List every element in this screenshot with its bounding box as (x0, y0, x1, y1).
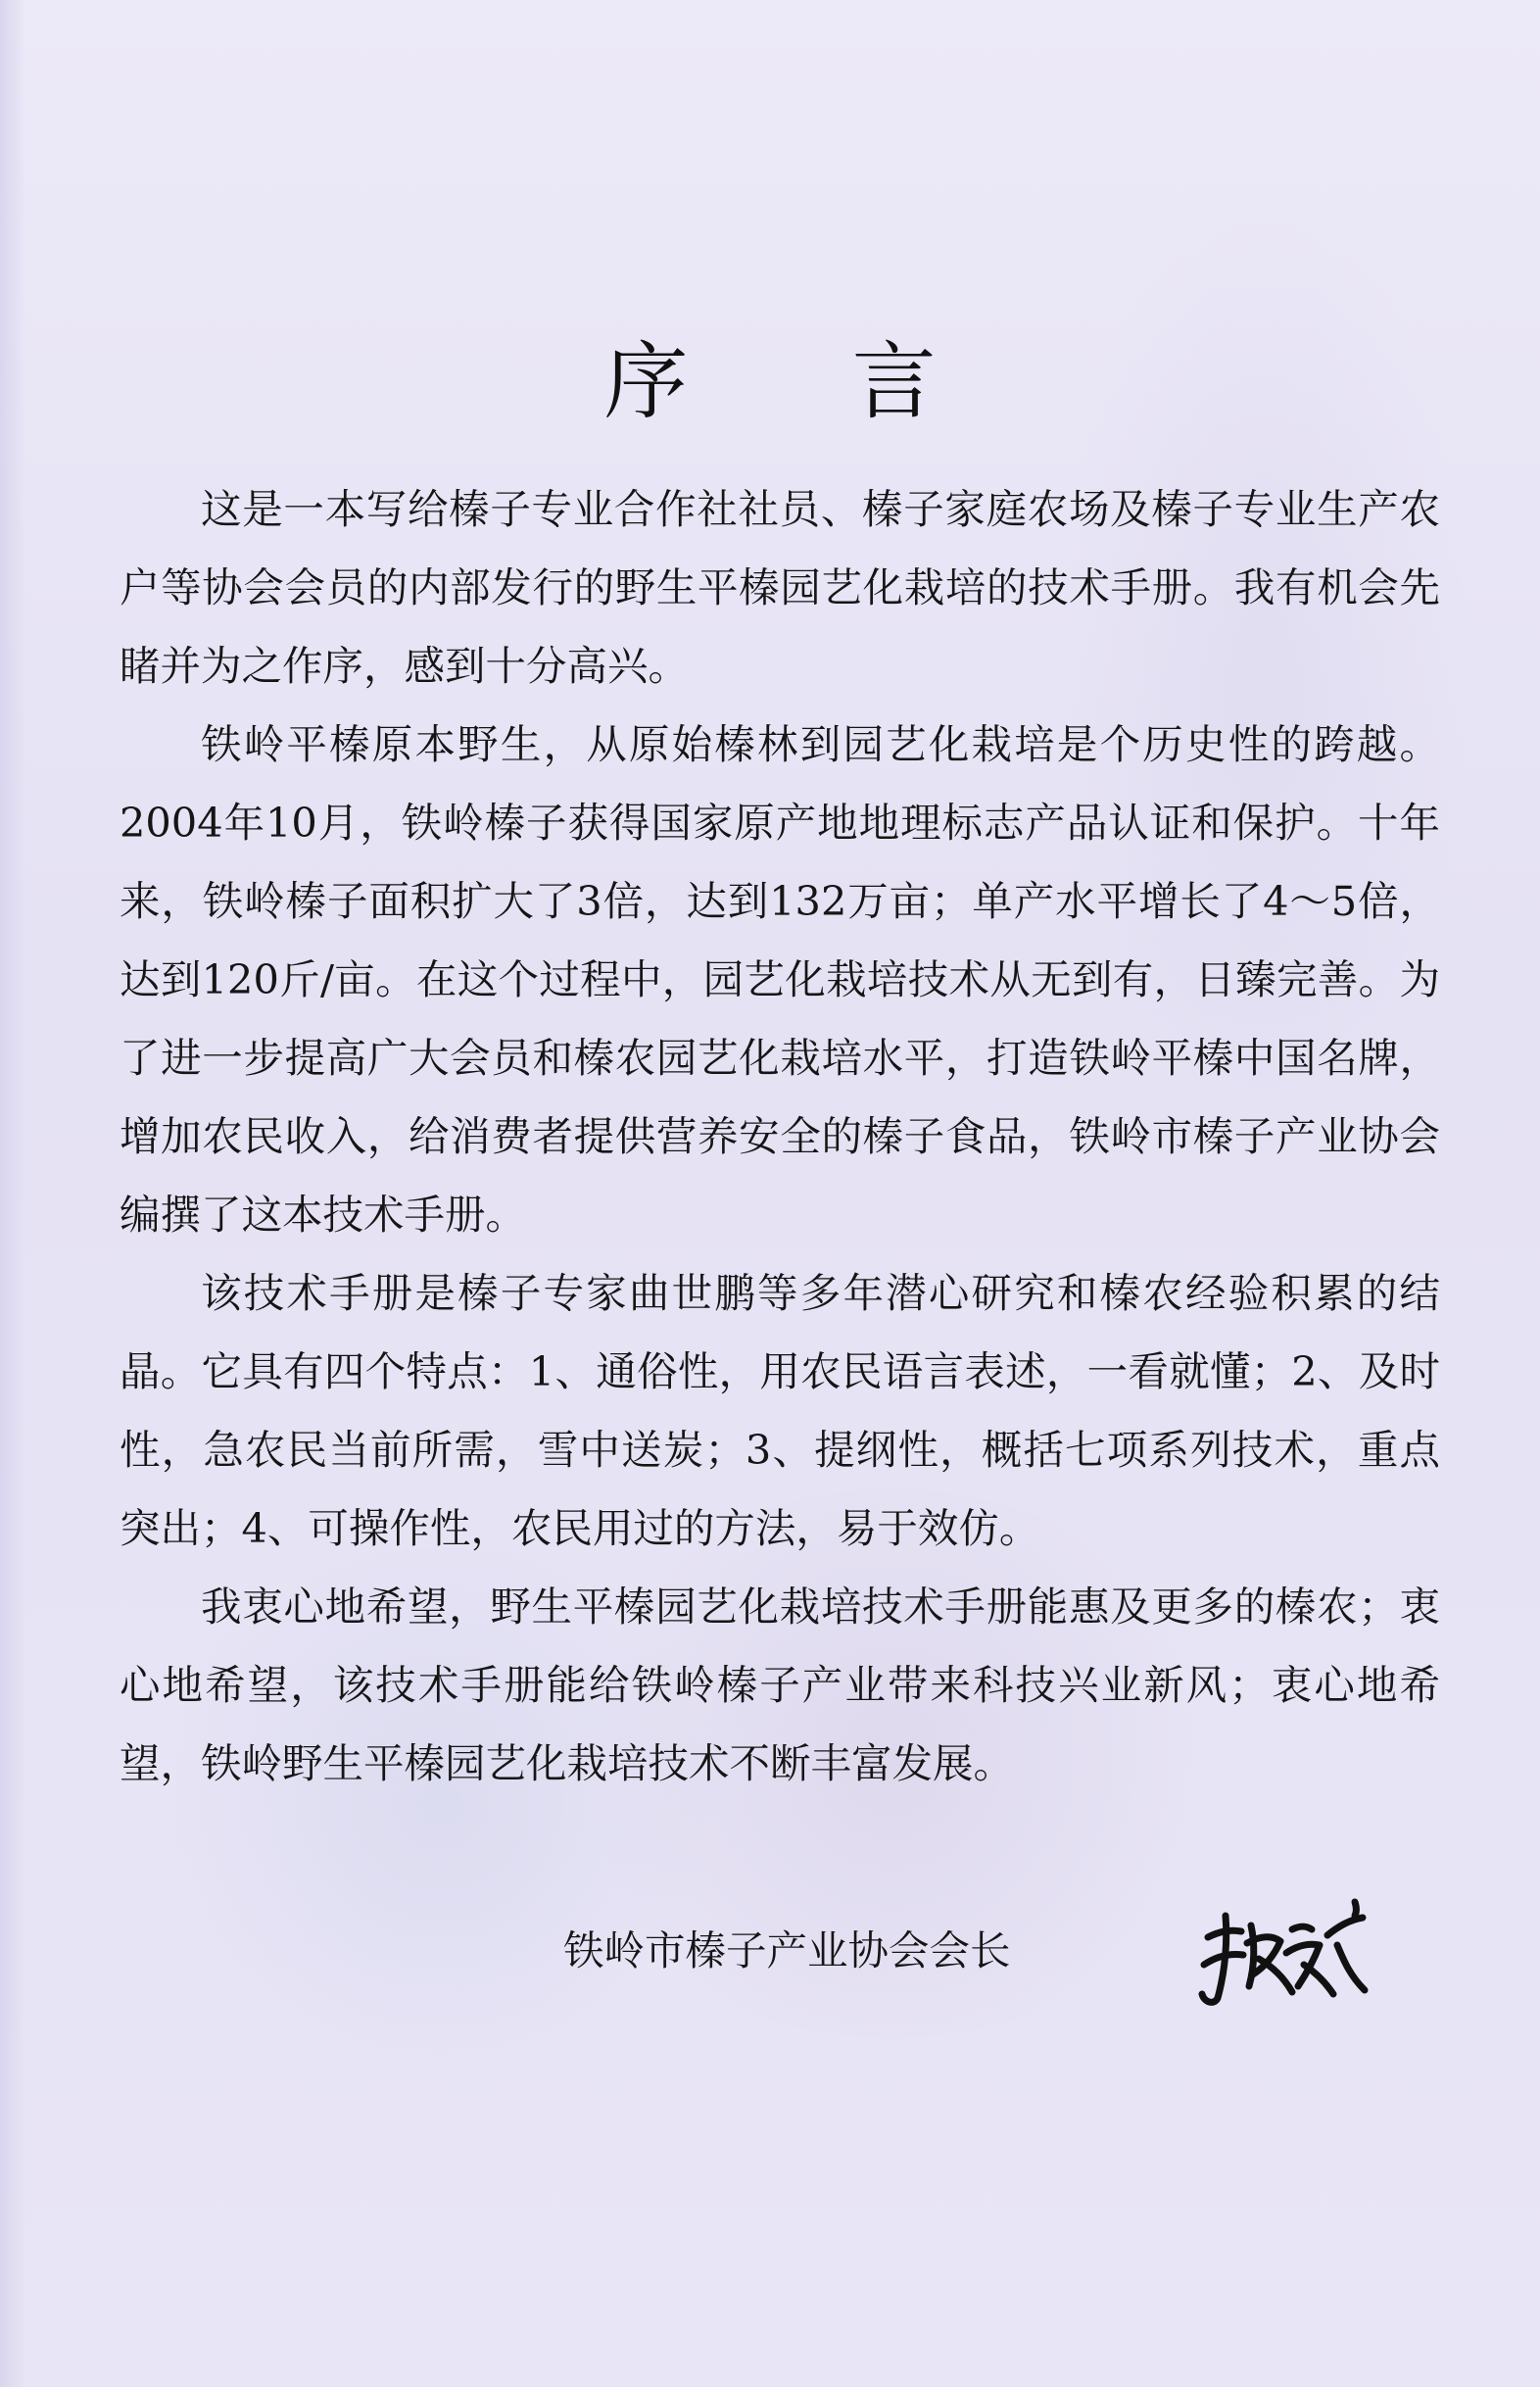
handwritten-signature (1190, 1896, 1376, 2014)
paragraph: 该技术手册是榛子专家曲世鹏等多年潜心研究和榛农经验积累的结晶。它具有四个特点：1、通俗性，用农民语言表述，一看就懂；2、及时性，急农民当前所需，雪中送炭；3、提纲性，概括七项系列技术，重点突出；4、可操作性，农民用过的方法，易于效仿。 (120, 1269, 1440, 1552)
signature-block (563, 1896, 1406, 2014)
preface-body (120, 470, 1440, 1803)
paragraph: 这是一本写给榛子专业合作社社员、榛子家庭农场及榛子专业生产农户等协会会员的内部发行的野生平榛园艺化栽培的技术手册。我有机会先睹并为之作序，感到十分高兴。 (120, 485, 1440, 690)
paragraph: 我衷心地希望，野生平榛园艺化栽培技术手册能惠及更多的榛农；衷心地希望，该技术手册能给铁岭榛子产业带来科技兴业新风；衷心地希望，铁岭野生平榛园艺化栽培技术不断丰富发展。 (120, 1583, 1440, 1787)
paragraph: 铁岭平榛原本野生，从原始榛林到园艺化栽培是个历史性的跨越。2004年10月，铁岭榛子获得国家原产地地理标志产品认证和保护。十年来，铁岭榛子面积扩大了3倍，达到132万亩；单产水平增长了4～5倍，达到120斤/亩。在这个过程中，园艺化栽培技术从无到有，日臻完善。为了进一步提高广大会员和榛农园艺化栽培水平，打造铁岭平榛中国名牌，增加农民收入，给消费者提供营养安全的榛子食品，铁岭市榛子产业协会编撰了这本技术手册。 (120, 720, 1440, 1239)
page-title: 序 言 (603, 332, 1005, 431)
signatory-title: 铁岭市榛子产业协会会长 (563, 1926, 1011, 1974)
